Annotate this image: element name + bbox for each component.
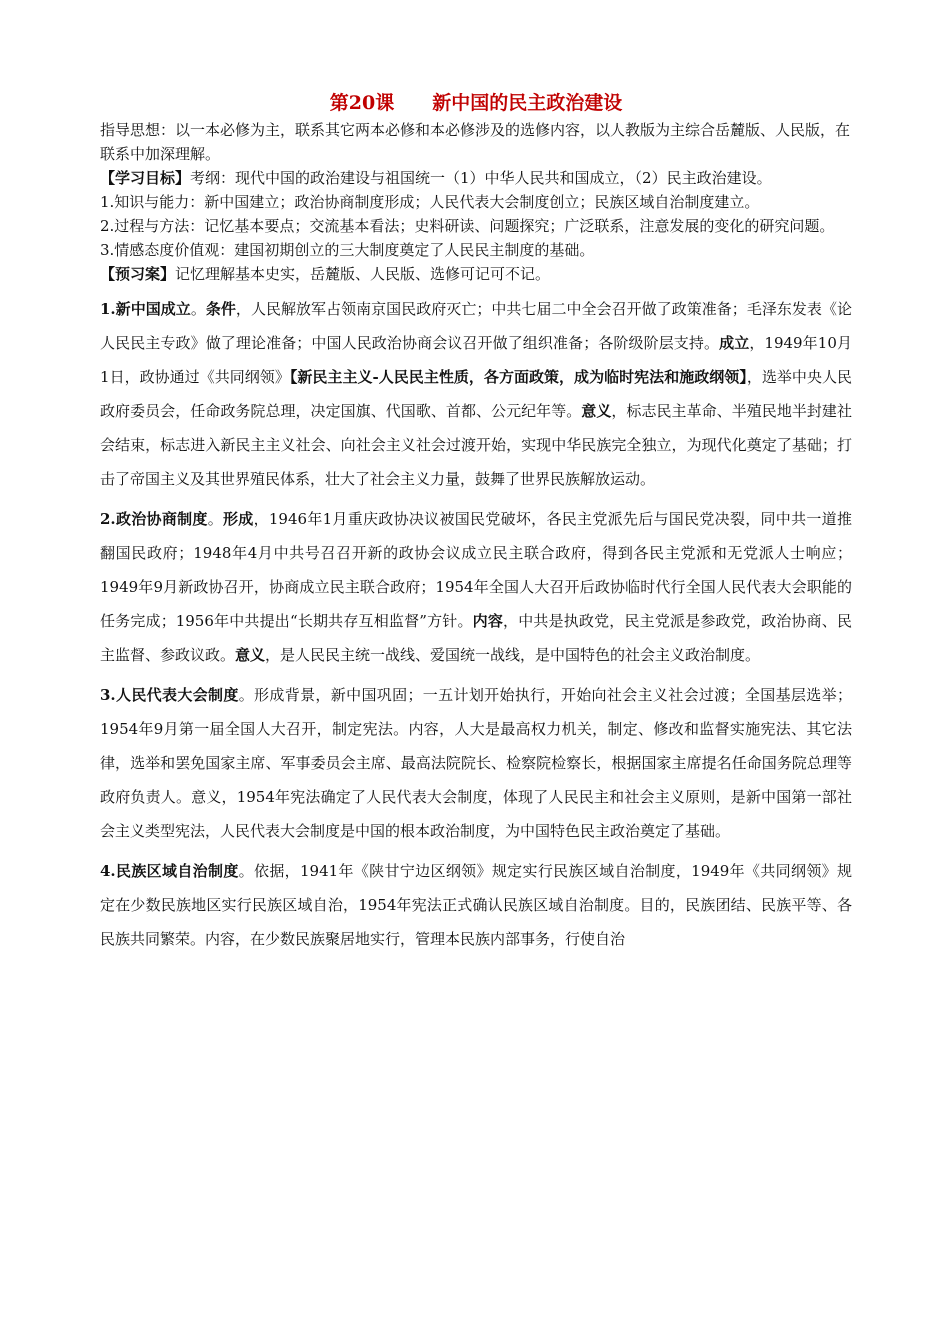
document-page	[100, 88, 852, 956]
intro-block	[100, 118, 852, 286]
guiding-thought: 指导思想：以一本必修为主，联系其它两本必修和本必修涉及的选修内容，以人教版为主综合岳麓版、人民版，在联系中加深理解。	[100, 121, 851, 163]
section-text: ，是人民民主统一战线、爱国统一战线，是中国特色的社会主义政治制度。	[265, 646, 761, 664]
section-text: ，中共是执政党，民主党派是参政党，政治协商、民主监督、参政议政。	[100, 612, 852, 664]
section-text: ，1946年1月重庆政协决议被国民党破坏，各民主党派先后与国民党决裂，同中共一道推翻国民政府；1948年4月中共号召召开新的政协会议成立民主联合政府，得到各民主党派和无党派人士响应；1949年9月新政协召开，协商成立民主联合政府；1954年全国人大召开后政协临时代行全国人民代表大会职能的任务完成；1956年中共提出“长期共存互相监督”方针。	[100, 510, 852, 630]
goal-label: 【学习目标】	[100, 169, 191, 187]
keyword: 【新民主主义-人民民主性质，各方面政策，成为临时宪法和施政纲领】	[289, 368, 747, 386]
section-text: ，人民解放军占领南京国民政府灭亡；中共七届二中全会召开做了政策准备；毛泽东发表《论人民民主专政》做了理论准备；中国人民政治协商会议召开做了组织准备；各阶级阶层支持。	[100, 300, 852, 352]
goal-text: 考纲：现代中国的政治建设与祖国统一（1）中华人民共和国成立，（2）民主政治建设。	[190, 169, 772, 187]
section-text: ，选举中央人民政府委员会，任命政务院总理，决定国旗、代国歌、首都、公元纪年等。	[100, 368, 852, 420]
section-consultation: 2.政治协商制度。形成，1946年1月重庆政协决议被国民党破坏，各民主党派先后与国民党决裂，同中共一道推翻国民政府；1948年4月中共号召召开新的政协会议成立民主联合政府，得到各民主党派和无党派人士响应；1949年9月新政协召开，协商成立民主联合政府；1954年全国人大召开后政协临时代行全国人民代表大会职能的任务完成；1956年中共提出“长期共存互相监督”方针。内容，中共是执政党，民主党派是参政党，政治协商、民主监督、参政议政。意义，是人民民主统一战线、爱国统一战线，是中国特色的社会主义政治制度。	[100, 510, 852, 664]
section-heading: 2.政治协商制度	[100, 510, 208, 528]
lesson-title: 第20课 新中国的民主政治建设	[329, 92, 623, 114]
section-founding: 1.新中国成立。条件，人民解放军占领南京国民政府灭亡；中共七届二中全会召开做了政策准备；毛泽东发表《论人民民主专政》做了理论准备；中国人民政治协商会议召开做了组织准备；各阶级阶层支持。成立，1949年10月1日，政协通过《共同纲领》【新民主主义-人民民主性质，各方面政策，成为临时宪法和施政纲领】，选举中央人民政府委员会，任命政务院总理，决定国旗、代国歌、首都、公元纪年等。意义，标志民主革命、半殖民地半封建社会结束，标志进入新民主主义社会、向社会主义社会过渡开始，实现中华民族完全独立，为现代化奠定了基础；打击了帝国主义及其世界殖民体系，壮大了社会主义力量，鼓舞了世界民族解放运动。	[100, 300, 852, 488]
keyword: 形成	[222, 510, 254, 528]
preview-label: 【预习案】	[100, 265, 176, 283]
preview-plan	[100, 262, 852, 286]
keyword: 成立	[719, 334, 750, 352]
preview-text: 记忆理解基本史实，岳麓版、人民版、选修可记可不记。	[175, 265, 551, 283]
keyword: 内容	[472, 612, 504, 630]
section-heading: 3.人民代表大会制度	[100, 686, 239, 704]
section-text: 。形成背景，新中国巩固；一五计划开始执行，开始向社会主义社会过渡；全国基层选举；1954年9月第一届全国人大召开，制定宪法。内容，人大是最高权力机关，制定、修改和监督实施宪法、其它法律，选举和罢免国家主席、军事委员会主席、最高法院院长、检察院检察长，根据国家主席提名任命国务院总理等政府负责人。意义，1954年宪法确定了人民代表大会制度，体现了人民民主和社会主义原则，是新中国第一部社会主义类型宪法，人民代表大会制度是中国的根本政治制度，为中国特色民主政治奠定了基础。	[100, 686, 852, 840]
section-heading: 1.新中国成立	[100, 300, 191, 318]
goal-process: 2.过程与方法：记忆基本要点；交流基本看法；史料研读、问题探究；广泛联系，注意发展的变化的研究问题。	[100, 217, 835, 235]
keyword: 意义	[581, 402, 612, 420]
learning-goals	[100, 166, 852, 190]
section-text: ，标志民主革命、半殖民地半封建社会结束，标志进入新民主主义社会、向社会主义社会过渡开始，实现中华民族完全独立，为现代化奠定了基础；打击了帝国主义及其世界殖民体系，壮大了社会主义力量，鼓舞了世界民族解放运动。	[100, 402, 852, 488]
goal-attitude: 3.情感态度价值观：建国初期创立的三大制度奠定了人民民主制度的基础。	[100, 241, 595, 259]
section-text: 。依据，1941年《陕甘宁边区纲领》规定实行民族区域自治制度，1949年《共同纲领》规定在少数民族地区实行民族区域自治，1954年宪法正式确认民族区域自治制度。目的，民族团结、民族平等、各民族共同繁荣。内容，在少数民族聚居地实行，管理本民族内部事务，行使自治	[100, 862, 852, 948]
section-autonomy	[100, 854, 852, 956]
goal-knowledge: 1.知识与能力：新中国建立；政治协商制度形成；人民代表大会制度创立；民族区域自治制度建立。	[100, 193, 760, 211]
keyword: 条件	[205, 300, 236, 318]
keyword: 意义	[235, 646, 266, 664]
section-heading: 4.民族区域自治制度	[100, 862, 239, 880]
section-congress	[100, 678, 852, 848]
section-text: ，1949年10月1日，政协通过《共同纲领》	[100, 334, 852, 386]
